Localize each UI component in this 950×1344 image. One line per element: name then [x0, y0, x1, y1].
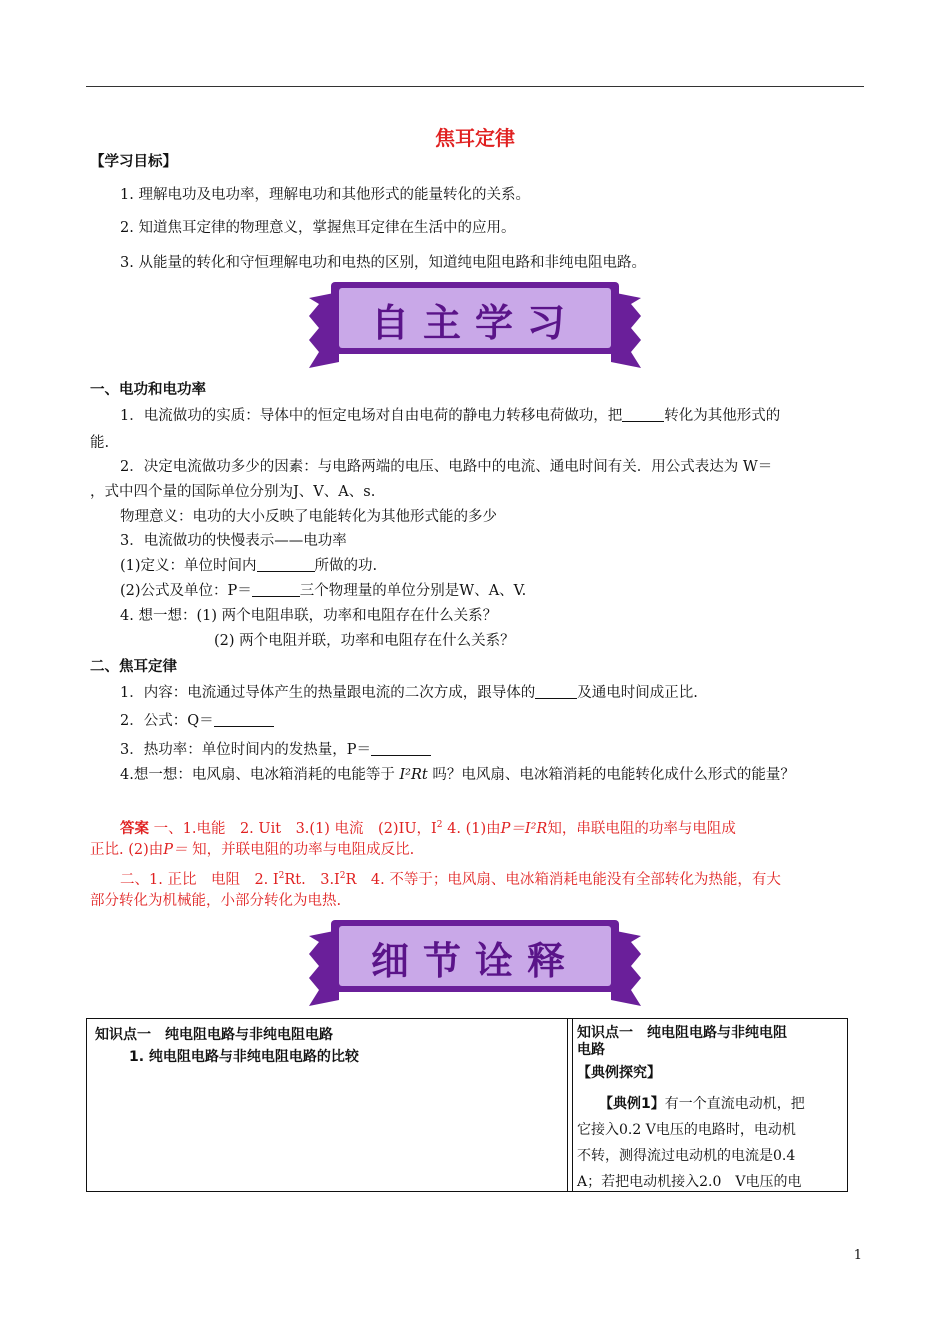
s1-formula: (2)公式及单位：P＝ 三个物理量的单位分别是W、A、V. [120, 583, 527, 599]
objective-1: 1. 理解电功及电功率，理解电功和其他形式的能量转化的关系。 [120, 187, 530, 203]
table-divider [567, 1019, 568, 1191]
knowledge-table [86, 1018, 848, 1192]
banner-details [305, 920, 645, 1010]
left-heading: 知识点一 纯电阻电路与非纯电阻电路 [95, 1027, 333, 1043]
s2-line3: 3．热功率：单位时间内的发热量，P＝ [120, 740, 431, 760]
s1-think2: (2) 两个电阻并联，功率和电阻存在什么关系？ [214, 633, 515, 649]
answers-line4: 部分转化为机械能，小部分转化为电热. [90, 893, 342, 909]
s1-meaning: 物理意义：电功的大小反映了电能转化为其他形式能的多少 [120, 509, 497, 525]
s2-line1: 1．内容：电流通过导体产生的热量跟电流的二次方成，跟导体的 及通电时间成正比. [120, 685, 698, 701]
banner-details-text: 细节诠释 [370, 939, 579, 983]
s1-line2-cont: ，式中四个量的国际单位分别为J、V、A、s. [90, 484, 376, 500]
objectives-heading: 【学习目标】 [90, 154, 177, 170]
page-number: 1 [853, 1248, 862, 1263]
s1-line1-cont: 能. [90, 435, 110, 451]
s1-line1: 1．电流做功的实质：导体中的恒定电场对自由电荷的静电力转移电荷做功，把 转化为其他形式的 [120, 408, 781, 424]
s1-line2: 2．决定电流做功多少的因素：与电路两端的电压、电路中的电流、通电时间有关．用公式表达为 W＝ [120, 459, 773, 475]
answers-line2: 正比. (2)由P＝ 知，并联电阻的功率与电阻成反比. [90, 842, 415, 858]
answers-line1: 答案 一、1.电能 2. Uit 3.(1) 电流 (2)IU，$I^2$ 4. (1)由P＝I²R知，串联电阻的功率与电阻成 [120, 820, 736, 837]
right-heading: 知识点一 纯电阻电路与非纯电阻 电路 [577, 1025, 787, 1058]
left-subheading: 1. 纯电阻电路与非纯电阻电路的比较 [129, 1049, 359, 1065]
section1-heading: 一、电功和电功率 [90, 382, 206, 398]
s2-line2: 2．公式：Q＝ [120, 711, 274, 731]
s1-def: (1)定义：单位时间内 所做的功. [120, 558, 378, 574]
banner-self-study [305, 282, 645, 372]
example-text: 【典例1】有一个直流电动机，把 它接入0.2 V电压的电路时，电动机 不转，测得流过电动机的电流是0.4 A；若把电动机接入2.0 V电压的电 [577, 1096, 805, 1190]
objective-3: 3. 从能量的转化和守恒理解电功和电热的区别，知道纯电阻电路和非纯电阻电路。 [120, 255, 646, 271]
s1-think1: 4. 想一想：(1) 两个电阻串联，功率和电阻存在什么关系？ [120, 608, 498, 624]
top-rule [86, 86, 864, 87]
objective-2: 2. 知道焦耳定律的物理意义，掌握焦耳定律在生活中的应用。 [120, 220, 516, 236]
s1-line3: 3．电流做功的快慢表示——电功率 [120, 533, 347, 549]
example-heading: 【典例探究】 [577, 1065, 661, 1081]
table-divider-inner [572, 1019, 573, 1191]
banner-self-study-text: 自主学习 [370, 301, 579, 345]
section2-heading: 二、焦耳定律 [90, 659, 177, 675]
page-title: 焦耳定律 [435, 126, 515, 150]
answers-line3: 二、1. 正比 电阻 2. $I^2Rt$. $3.I^2R$ 4. 不等于；电风扇、电冰箱消耗电能没有全部转化为热能，有大 [120, 871, 781, 888]
s2-line4: 4.想一想：电风扇、电冰箱消耗的电能等于 I²Rt 吗？电风扇、电冰箱消耗的电能转化成什么形式的能量？ [120, 767, 795, 783]
